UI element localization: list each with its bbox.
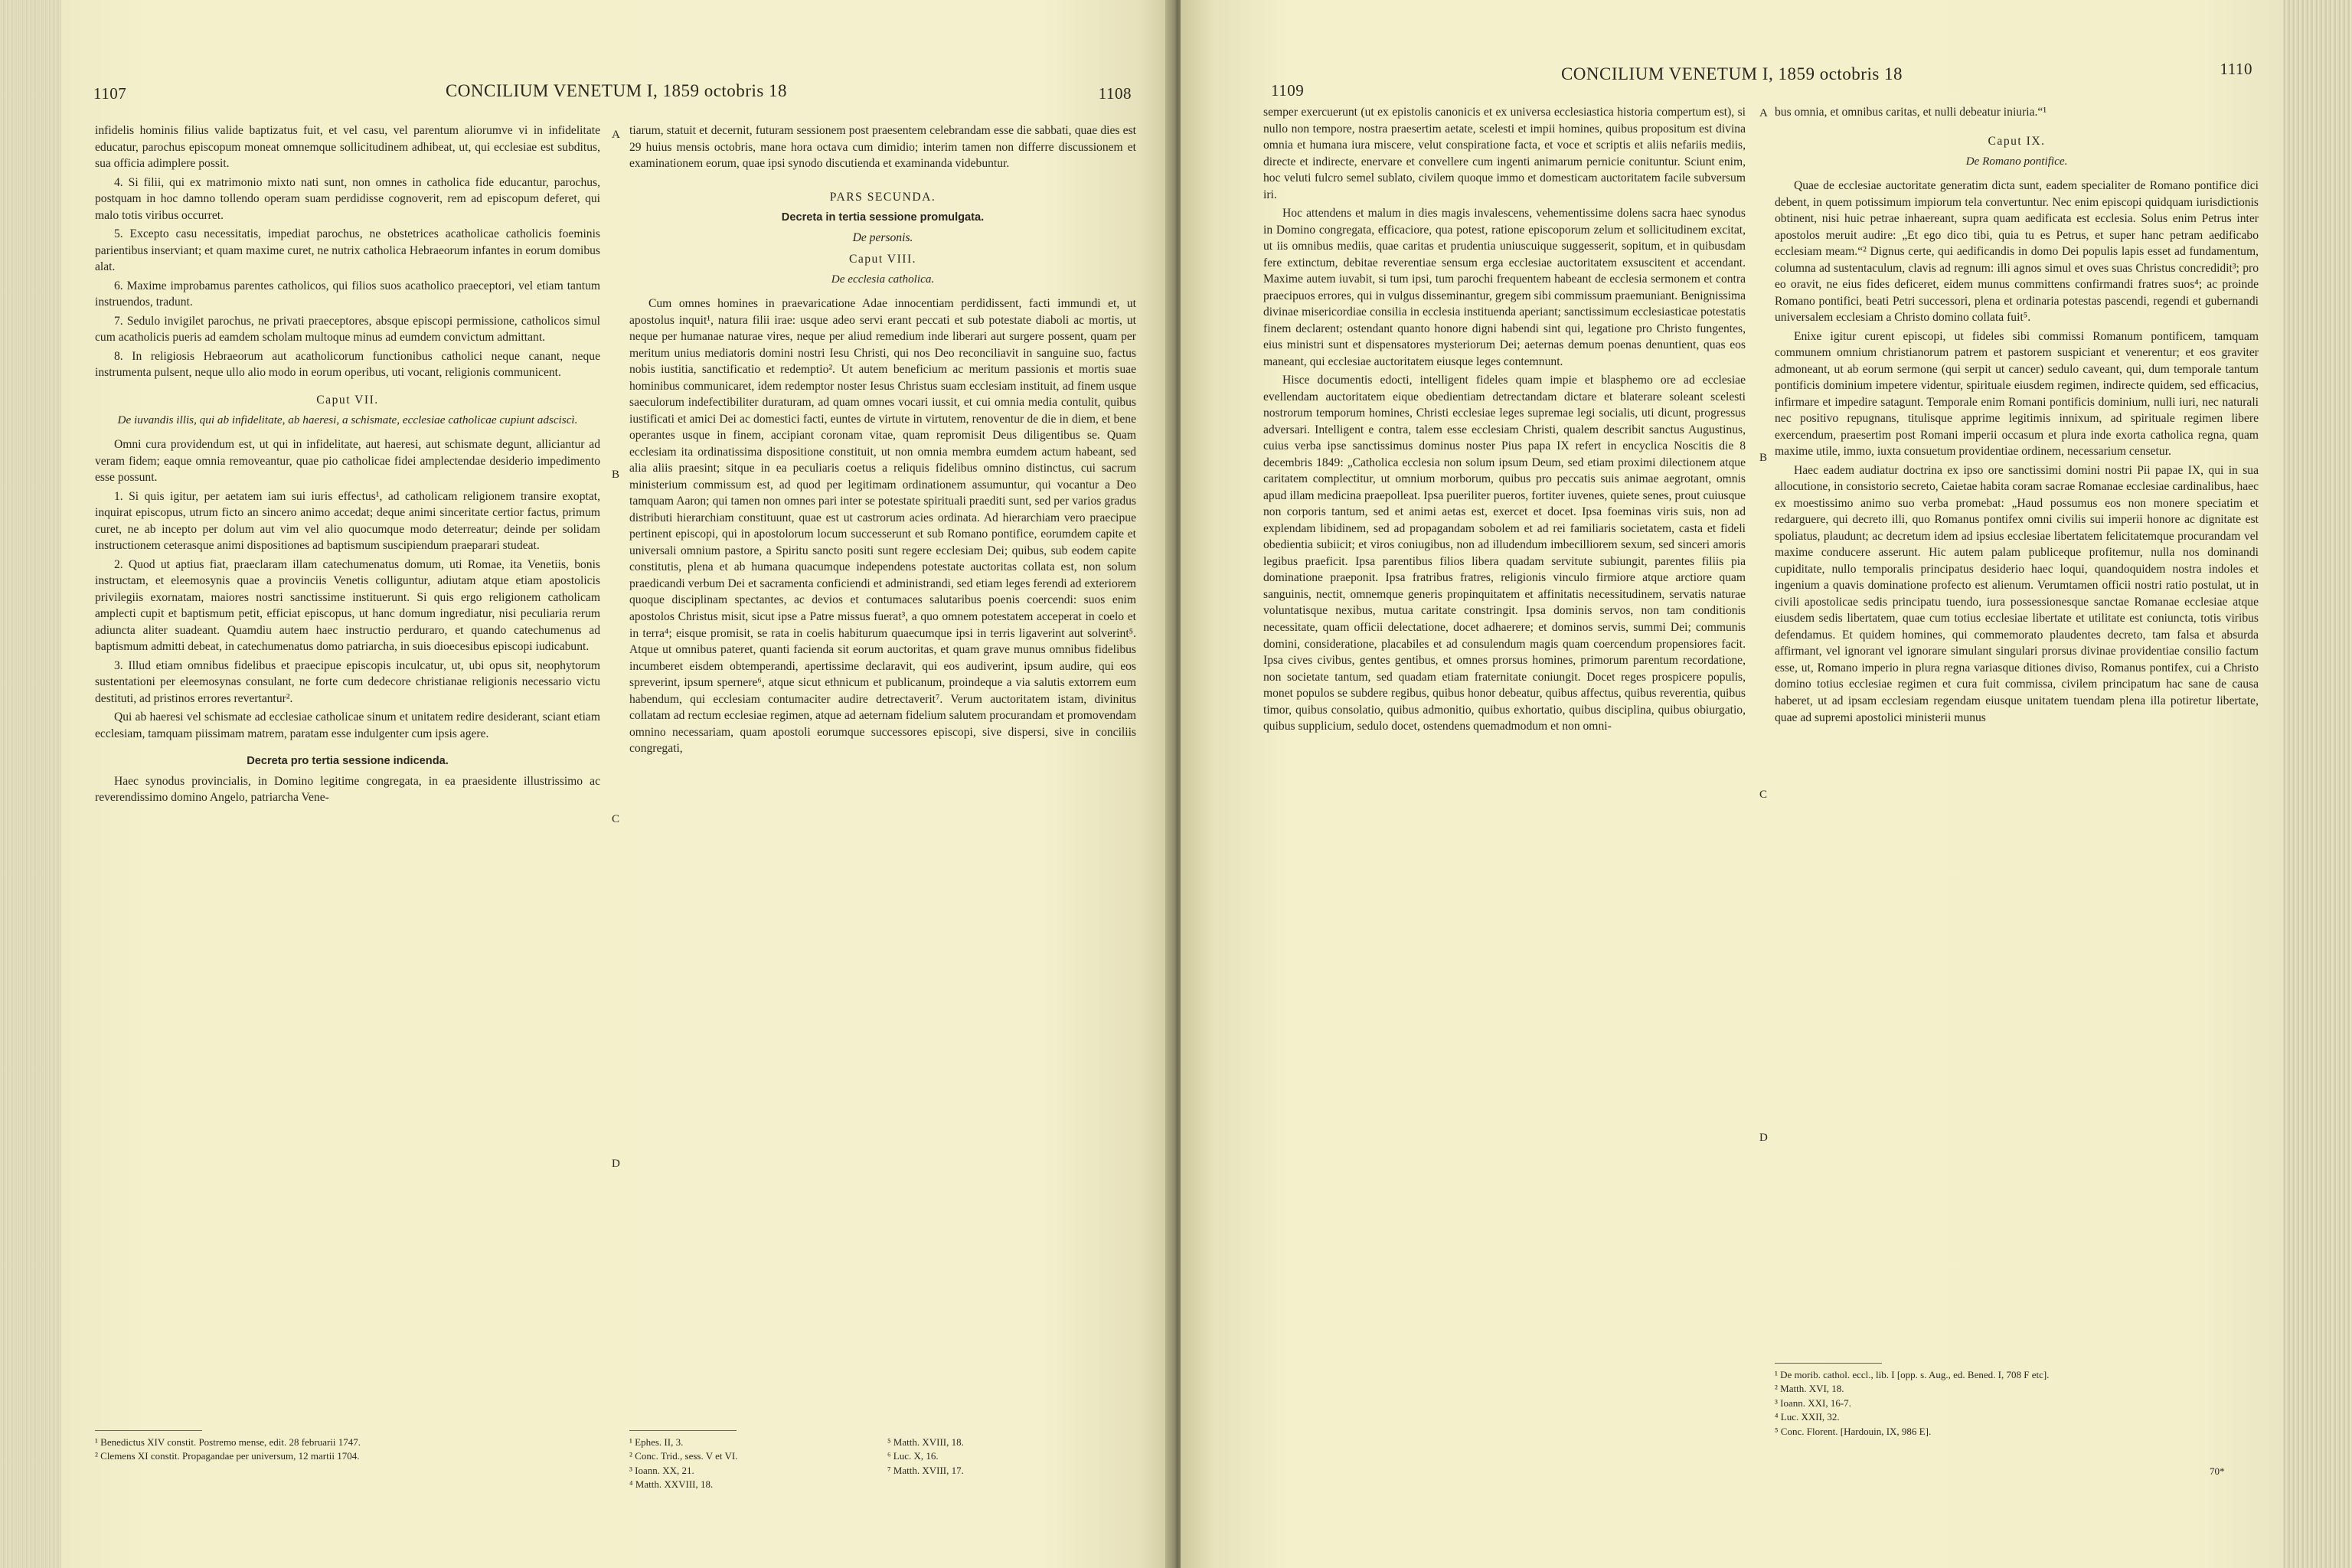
column-right	[629, 122, 1136, 760]
paragraph: Qui ab haeresi vel schismate ad ecclesiae catholicae sinum et unitatem redire desiderant, sciant etiam ecclesiam, tamquam piissimam matrem, paratam esse indulgenter cum ipsis agere.	[95, 710, 600, 740]
page-number: 1107	[93, 84, 127, 103]
column-left	[1263, 104, 1746, 737]
paragraph: Enixe igitur curent episcopi, ut fideles sibi commissi Romanum pontificem, tamquam communem omnium christianorum patrem et pastorem suspiciant et venerentur; et eos graviter admoneant, ut ab eorum sermone (qui serpit ut cancer) sedulo caveant, qui, dum temporale tantum pontificis dominium impetere videntur, spirituale eiusdem regimen, indirecte quidem, sed efficacius, infirmare et impedire satagunt. Temporale enim Romani pontificis dominium, nulli iuri, nec naturali nec positivo repugnans, titulisque apprime legitimis innixum, ad spirituale regimen libere exercendum, praesertim post Romani imperii occasum et plura inde exorta catholica regna, quam maxime utile, immo, iuxta consuetum providentiae ordinem, necessarium censetur.	[1775, 329, 2259, 459]
paragraph: Omni cura providendum est, ut qui in infidelitate, aut haeresi, aut schismate degunt, alliciantur ad veram fidem; eaque omnia removeantur, quae pio catholicae fidei amplectendae desiderio impedimento esse possunt.	[95, 438, 600, 485]
footnote-grid	[629, 1436, 1135, 1492]
part-heading: PARS SECUNDA.	[829, 190, 936, 204]
paragraph: Quae de ecclesiae auctoritate generatim dicta sunt, eadem specialiter de Romano pontifice dici debent, in quem potissimum impiorum tela convertuntur. Nec enim episcopi quidquam iurisdictionis obtinent, nisi huic petrae inhaereant, supra quam aedificata est ecclesia. Solus enim Petrus inter apostolos meruit audire: „Et ego dico tibi, quia tu es Petrus, et super hanc petram aedificabo ecclesiam meam.“² Dignus certe, qui aedificandis in domo Dei populis lapis esset ad fundamentum, columna ad sustentaculum, clavis ad regnum: illi agnos simul et oves suas Christus concredidit³; pro eo oravit, ne eius fides deficeret, eidem munus committens confirmandi fratres suos⁴; ac proinde Romano pontifici, beati Petri successori, plena et ordinaria potestas pascendi, regendi et gubernandi universalem ecclesiam a Christo domino collata fuit⁵.	[1775, 179, 2259, 325]
footnote: ⁴ Matth. XXVIII, 18.	[629, 1478, 714, 1491]
footnote: ⁷ Matth. XVIII, 17.	[887, 1464, 964, 1476]
column-right	[1775, 104, 2259, 728]
paragraph: 7. Sedulo invigilet parochus, ne privati praeceptores, absque episcopi permissione, catholicos simul cum acatholicis pueris ad eamdem scholam multoque minus ad eumdem convictum admittant.	[95, 314, 600, 345]
margin-letter: B	[612, 469, 620, 481]
chapter-title: De ecclesia catholica.	[831, 273, 935, 286]
paragraph: bus omnia, et omnibus caritas, et nulli debeatur iniuria.“¹	[1775, 106, 2047, 119]
footnote: ⁴ Luc. XXII, 32.	[1775, 1411, 1840, 1423]
paragraph: Cum omnes homines in praevaricatione Adae innocentiam perdidissent, facti immundi et, ut apostolus inquit¹, natura filii irae: usque adeo servi erant peccati et sub potestate diaboli ac mortis, ut neque per humanae naturae vires, neque per aliud remedium inde liberari aut surgere possent, quam per meritum unius mediatoris domini nostri Iesu Christi, qui nos Deo reconciliavit in sanguine suo, factus nobis iustitia, sanctificatio et redemptio². Ut autem beneficium ac meritum passionis et mortis suae hominibus communicaret, idem redemptor noster Iesus Christus suam ecclesiam instituit, ad finem usque saeculorum indefectibiliter duraturam, ad quam omnes vocari iussit, et cui omnia media contulit, quibus iustificati et amici Dei ac domestici facti, euntes de virtute in virtutem, renoventur de die in diem, et bene operantes usque in finem, accipiant coronam vitae, quam repromisit Deus diligentibus se. Quam ecclesiam ita ordinatissima dispositione constituit, ut non omnia membra eumdem actum habeant, sed alia aliis praesint; sitque in ea peculiaris coetus a reliquis fidelibus omnino distinctus, cui sacrum ministerium commissum est, ad quod per legitimam ordinationem assumuntur, qui vocantur a Deo tamquam Aaron; qui tamen non omnes pari inter se potestate spirituali praediti sunt, sed per varios gradus distributi hierarchiam constituunt, quae est ut castrorum acies ordinata. Ad hierarchiam vero praecipue pertinent episcopi, qui in apostolorum locum successerunt et sub Romano pontifice, eorumdem capite et universali omnium pastore, a Spiritu sancto positi sunt regere ecclesiam Dei; quibus, sub eodem capite constitutis, plena et ab humana quacumque independens potestate auctoritas collata est, non solum praedicandi verbum Dei et sacramenta conficiendi et administrandi, sed etiam leges ferendi ad exteriorem quoque disciplinam spectantes, ac devios et contumaces salutaribus poenis coercendi: suos enim apostolos Christus misit, sicut ipse a Patre missus fuerat³, a quo omnem potestatem acceperat in coelo et in terra⁴; eisque promisit, se rata in coelis habiturum quaecumque ipsi in terris ligaverint aut solverint⁵. Atque ut omnibus pateret, quanti facienda sit eorum auctoritas, et quam grave munus omnibus fidelibus incumberet eisdem obtemperandi, apertissime declaravit, qui eos audiverint, ipsum audire, qui eos spreverint, ipsum spernere⁶, atque sicut ethnicum et publicanum, proindeque a via salutis extorrem eum habendum, qui ecclesiam contumaciter audire detrectaverit⁷. Verum auctoritatem istam, divinitus collatam ad rectum ecclesiae regimen, atque ad aeternam fidelium salutem procurandam et promovendam omnino necessariam, quam apostoli eorumque successores episcopi, sive dispersi, sive in conciliis congregati,	[629, 297, 1136, 756]
running-title: CONCILIUM VENETUM I, 1859 octobris 18	[1560, 64, 1903, 83]
margin-letter: C	[1759, 789, 1768, 801]
paragraph: semper exercuerunt (ut ex epistolis canonicis et ex universa ecclesiastica historia compertum est), si nullo non tempore, nostra praesertim aetate, scelesti et impii homines, quibus propositum est divina omnia et humana iura miscere, velut conspiratione facta, et voce et scriptis et aliis nefariis mediis, directe et indirecte, enervare et convellere cum ingenti animarum pernicie conituntur. Sciunt enim, hoc veluti fulcro semel sublato, civilem quoque immo et domesticam auctoritatem facile subversum iri.	[1263, 106, 1746, 201]
left-page	[61, 0, 1171, 1568]
footnote: ⁶ Luc. X, 16.	[887, 1450, 939, 1462]
margin-letter: D	[1759, 1132, 1768, 1144]
book-page-stack-right	[2283, 0, 2352, 1568]
margin-letter: B	[1759, 452, 1768, 464]
paragraph: 2. Quod ut aptius fiat, praeclaram illam catechumenatus domum, uti Romae, ita Venetiis, bonis instructam, et eleemosynis quae a provinciis Venetis colliguntur, adiutam atque etiam apostolicis privilegiis exornatam, maiores nostri sanctissime instituerunt. Si quis ergo religionem catholicam amplecti cupit et baptismum petit, efficiat episcopus, ut hanc domum ingrediatur, nisi peculiaria rerum adiuncta aliter suadeant. Quamdiu autem haec instructio perduraro, et quando catechumenus ad baptismum admitti debeat, in catechumenatus domo patriarcha, in suis dioecesibus episcopi iudicabunt.	[95, 557, 600, 654]
paragraph: Hoc attendens et malum in dies magis invalescens, vehementissime dolens sacra haec synodus in Domino congregata, efficaciore, qua potest, ratione episcoporum zelum et sollicitudinem excitat, ut iis omnibus mediis, quae caritas et prudentia uniuscuique suggesserit, sopitum, et in quibusdam fere extinctum, debitae reverentiae sensum erga ecclesiae auctoritatem exsuscitent et accendant. Maxime autem iuvabit, si tum ipsi, tum parochi frequentem habeant de ecclesia sermonem et contra praecipuos errores, qui in vulgus disseminantur, gregem sibi commissum praemuniant. Benignissima divinae misericordiae consilia in ecclesia instituenda aperiant; sanctissimum ecclesiasticae potestatis finem declarent; ostendant quanto honore digni habendi sint qui, legatione pro Christo fungentes, eius ministri sunt et dispensatores mysteriorum Dei; aeternas demum poenas denuntient, quas eos maneant, qui ecclesiae auctoritatem eiusque leges contemnunt.	[1263, 207, 1746, 368]
page-number: 1109	[1271, 81, 1305, 100]
paragraph: tiarum, statuit et decernit, futuram sessionem post praesentem celebrandam esse die sabbati, quae dies est 29 huius mensis octobris, mane hora octava cum dimidio; interim tamen non differre discussionem et examinationem eorum, quae ipsi synodo discutienda et examinanda videbuntur.	[629, 124, 1136, 171]
section-heading: Decreta in tertia sessione promulgata.	[781, 211, 985, 224]
footnote: ⁵ Conc. Florent. [Hardouin, IX, 986 E].	[1775, 1425, 1932, 1437]
margin-letter: A	[1759, 107, 1768, 119]
footnote: ¹ Benedictus XIV constit. Postremo mense, edit. 28 februarii 1747.	[95, 1436, 361, 1448]
footnote: ¹ Ephes. II, 3.	[629, 1436, 684, 1448]
page-number: 1108	[1098, 84, 1132, 103]
subsection-heading: De personis.	[852, 231, 913, 245]
footnotes-left-col	[95, 1430, 600, 1464]
footnote: ³ Ioann. XXI, 16-7.	[1775, 1396, 1851, 1409]
margin-letter: D	[612, 1158, 620, 1170]
paragraph: 6. Maxime improbamus parentes catholicos, qui filios suos acatholico praeceptori, vel etiam tantum instruendos, tradunt.	[95, 279, 600, 309]
book-page-stack-left	[0, 0, 61, 1568]
chapter-heading: Caput VII.	[316, 393, 379, 407]
chapter-heading: Caput VIII.	[848, 252, 917, 266]
paragraph: 5. Excepto casu necessitatis, impediat parochus, ne obstetrices acatholicae catholicis foeminis parientibus inserviant; et quam maxime curet, ne nutrix catholica Hebraeorum infantes in eorum domibus alat.	[95, 227, 600, 274]
footnotes-right-col	[1775, 1363, 2249, 1439]
footnote-rule	[1775, 1363, 1882, 1364]
footnote-rule	[95, 1430, 202, 1431]
paragraph: Haec eadem audiatur doctrina ex ipso ore sanctissimi domini nostri Pii papae IX, qui in sua allocutione, in consistorio secreto, Caietae habita coram sacrae Romanae ecclesiae cardinalibus, haec ex moestissimo animo suo verba promebat: „Haud possumus eos non monere speciatim et redarguere, qui decreto illi, quo Romanus pontifex omni civilis sui imperii honore ac dignitate est spoliatus, plaudunt; ac decretum idem ad ipsius ecclesiae libertatem felicitatemque procurandam vel maxime conducere asserunt. Hic autem palam publiceque profitemur, nulla nos dominandi cupiditate, nullo temporalis principatus desiderio haec loqui, quandoquidem nostra indoles et ingenium a quavis dominatione profecto est alienum. Verumtamen officii nostri ratio postulat, ut in civili apostolicae sedis principatu tuendo, iura possessionesque sanctae Romanae ecclesiae atque eiusdem sedis libertatem, quae cum totius ecclesiae libertate et utilitate est coniuncta, totis viribus defendamus. Et quidem homines, qui commemorato plaudentes decreto, tam falsa et absurda affirmant, vel ignorant vel ignorare simulant singulari prorsus divinae providentiae consilio factum esse, ut, Romano imperio in plura regna variasque ditiones diviso, Romanus pontifex, cui a Christo domino totius ecclesiae regimen et cura fuit commissa, civilem principatum hac sane de causa haberet, ut ad ipsam ecclesiam regendam eiusque unitatem tuendam plena illa potiretur libertate, quae ad supremi apostolici ministerii munus	[1775, 463, 2259, 724]
paragraph: 4. Si filii, qui ex matrimonio mixto nati sunt, non omnes in catholica fide educantur, parochus, postquam in hoc damno tollendo operam suam perdidisse cognoverit, rem ad episcopum deferet, qui malo totis viribus occurret.	[95, 175, 600, 222]
paragraph: 8. In religiosis Hebraeorum aut acatholicorum functionibus catholici neque canant, neque instrumenta pulsent, neque ullo alio modo in eorum operibus, uti vocant, religionis communicent.	[95, 349, 600, 380]
footnote: ³ Ioann. XX, 21.	[629, 1464, 694, 1476]
right-page	[1181, 0, 2283, 1568]
footnote-rule	[629, 1430, 737, 1431]
signature-mark: 70*	[2210, 1465, 2225, 1477]
chapter-title: De Romano pontifice.	[1965, 155, 2068, 168]
footnote: ² Matth. XVI, 18.	[1775, 1383, 1844, 1395]
chapter-heading: Caput IX.	[1988, 134, 2046, 148]
footnote: ² Clemens XI constit. Propagandae per universum, 12 martii 1704.	[95, 1450, 360, 1462]
page-number: 1110	[2220, 60, 2252, 78]
margin-letter: C	[612, 813, 620, 825]
footnotes-right-col	[629, 1430, 1135, 1492]
paragraph: 1. Si quis igitur, per aetatem iam sui iuris effectus¹, ad catholicam religionem transire exoptat, inquirat episcopus, utrum ficto an sincero animo accedat; deque animi sinceritate certior factus, primum curet, ne ab incepto per dolum aut vim vel alio quocumque modo deterreatur; deinde per solidam instructionem ceterasque animi dispositiones ad baptismum suscipiendum praeparari studeat.	[95, 489, 600, 553]
footnote: ¹ De morib. cathol. eccl., lib. I [opp. s. Aug., ed. Bened. I, 708 F etc].	[1775, 1369, 2050, 1380]
column-left	[95, 122, 600, 808]
running-title: CONCILIUM VENETUM I, 1859 octobris 18	[445, 81, 788, 100]
margin-letter: A	[612, 129, 620, 141]
section-heading: Decreta pro tertia sessione indicenda.	[247, 754, 449, 767]
paragraph: Haec synodus provincialis, in Domino legitime congregata, in ea praesidente illustrissimo ac reverendissimo domino Angelo, patriarcha Vene-	[95, 774, 600, 805]
footnote: ² Conc. Trid., sess. V et VI.	[629, 1450, 738, 1462]
chapter-title: De iuvandis illis, qui ab infidelitate, ab haeresi, a schismate, ecclesiae catholicae cupiunt adsciscì.	[117, 413, 578, 427]
paragraph: 3. Illud etiam omnibus fidelibus et praecipue episcopis inculcatur, ut, ubi opus sit, neophytorum sustentationi per eleemosynas consulant, ne forte cum dedecore christianae religionis necessario victu destituti, ad pristinos errores revertantur².	[95, 658, 600, 705]
paragraph: Hisce documentis edocti, intelligent fideles quam impie et blasphemo ore ad ecclesiae evellendam auctoritatem eique obedientiam detrectandam dictare et blaterare soleant scelesti nostrorum temporum homines, Christi ecclesiae leges supremae legi socialis, uti dicunt, progressus adversari. Intelligent e contra, talem esse ecclesiam Christi, qualem describit sanctus Augustinus, cuius verba ipse sanctissimus dominus noster Pius papa IX refert in encyclica Noscitis die 8 decembris 1849: „Catholica ecclesia non solum ipsum Deum, sed etiam proximi dilectionem atque caritatem complectitur, ut omnium morborum, quibus pro peccatis suis animae aegrotant, omnis apud illam medicina praepolleat. Ipsa pueriliter pueros, fortiter iuvenes, quiete senes, prout cuiusque non corporis tantum, sed et animi aetas est, exercet et docet. Ipsa foeminas viris suis, non ad explendam libidinem, sed ad propagandam sobolem et ad rei familiaris societatem, casta et fideli obedientia subiicit; et viros coniugibus, non ad illudendum imbecilliorem sexum, sed sinceri amoris legibus praeficit. Ipsa parentibus filios libera quadam servitute subiungit, parentes filiis pia dominatione praeponit. Ipsa fratribus fratres, religionis vinculo firmiore atque arctiore quam sanguinis, nectit, omnemque generis propinquitatem et affinitatis necessitudinem, servatis naturae voluntatisque nexibus, mutua caritate constringit. Ipsa dominis servos, non tam conditionis necessitate, quam officii delectatione, docet adhaerere; et dominos servis, summi Dei; communis domini, consideratione, placabiles et ad consulendum magis quam coercendum propensiores facit. Ipsa cives civibus, gentes gentibus, et omnes prorsus homines, primorum parentum recordatione, non societate tantum, sed quadam etiam fraternitate coniungit. Docet reges prospicere populis, monet populos se subdere regibus, quibus honor debeatur, quibus affectus, quibus reverentia, quibus timor, quibus consolatio, quibus admonitio, quibus exhortatio, quibus disciplina, quibus obiurgatio, quibus supplicium, sedulo docet, ostendens quemadmodum et non omni-	[1263, 374, 1746, 733]
running-head	[61, 77, 1171, 107]
footnote: ⁵ Matth. XVIII, 18.	[887, 1436, 964, 1448]
running-head	[1181, 60, 2283, 100]
paragraph: infidelis hominis filius valide baptizatus fuit, et vel casu, vel parentum aliorumve vi in infidelitate educatur, parochus episcopum moneat omnemque sollicitudinem adhibeat, ut, qui ecclesiae est subditus, sua officia adimplere possit.	[95, 124, 600, 171]
